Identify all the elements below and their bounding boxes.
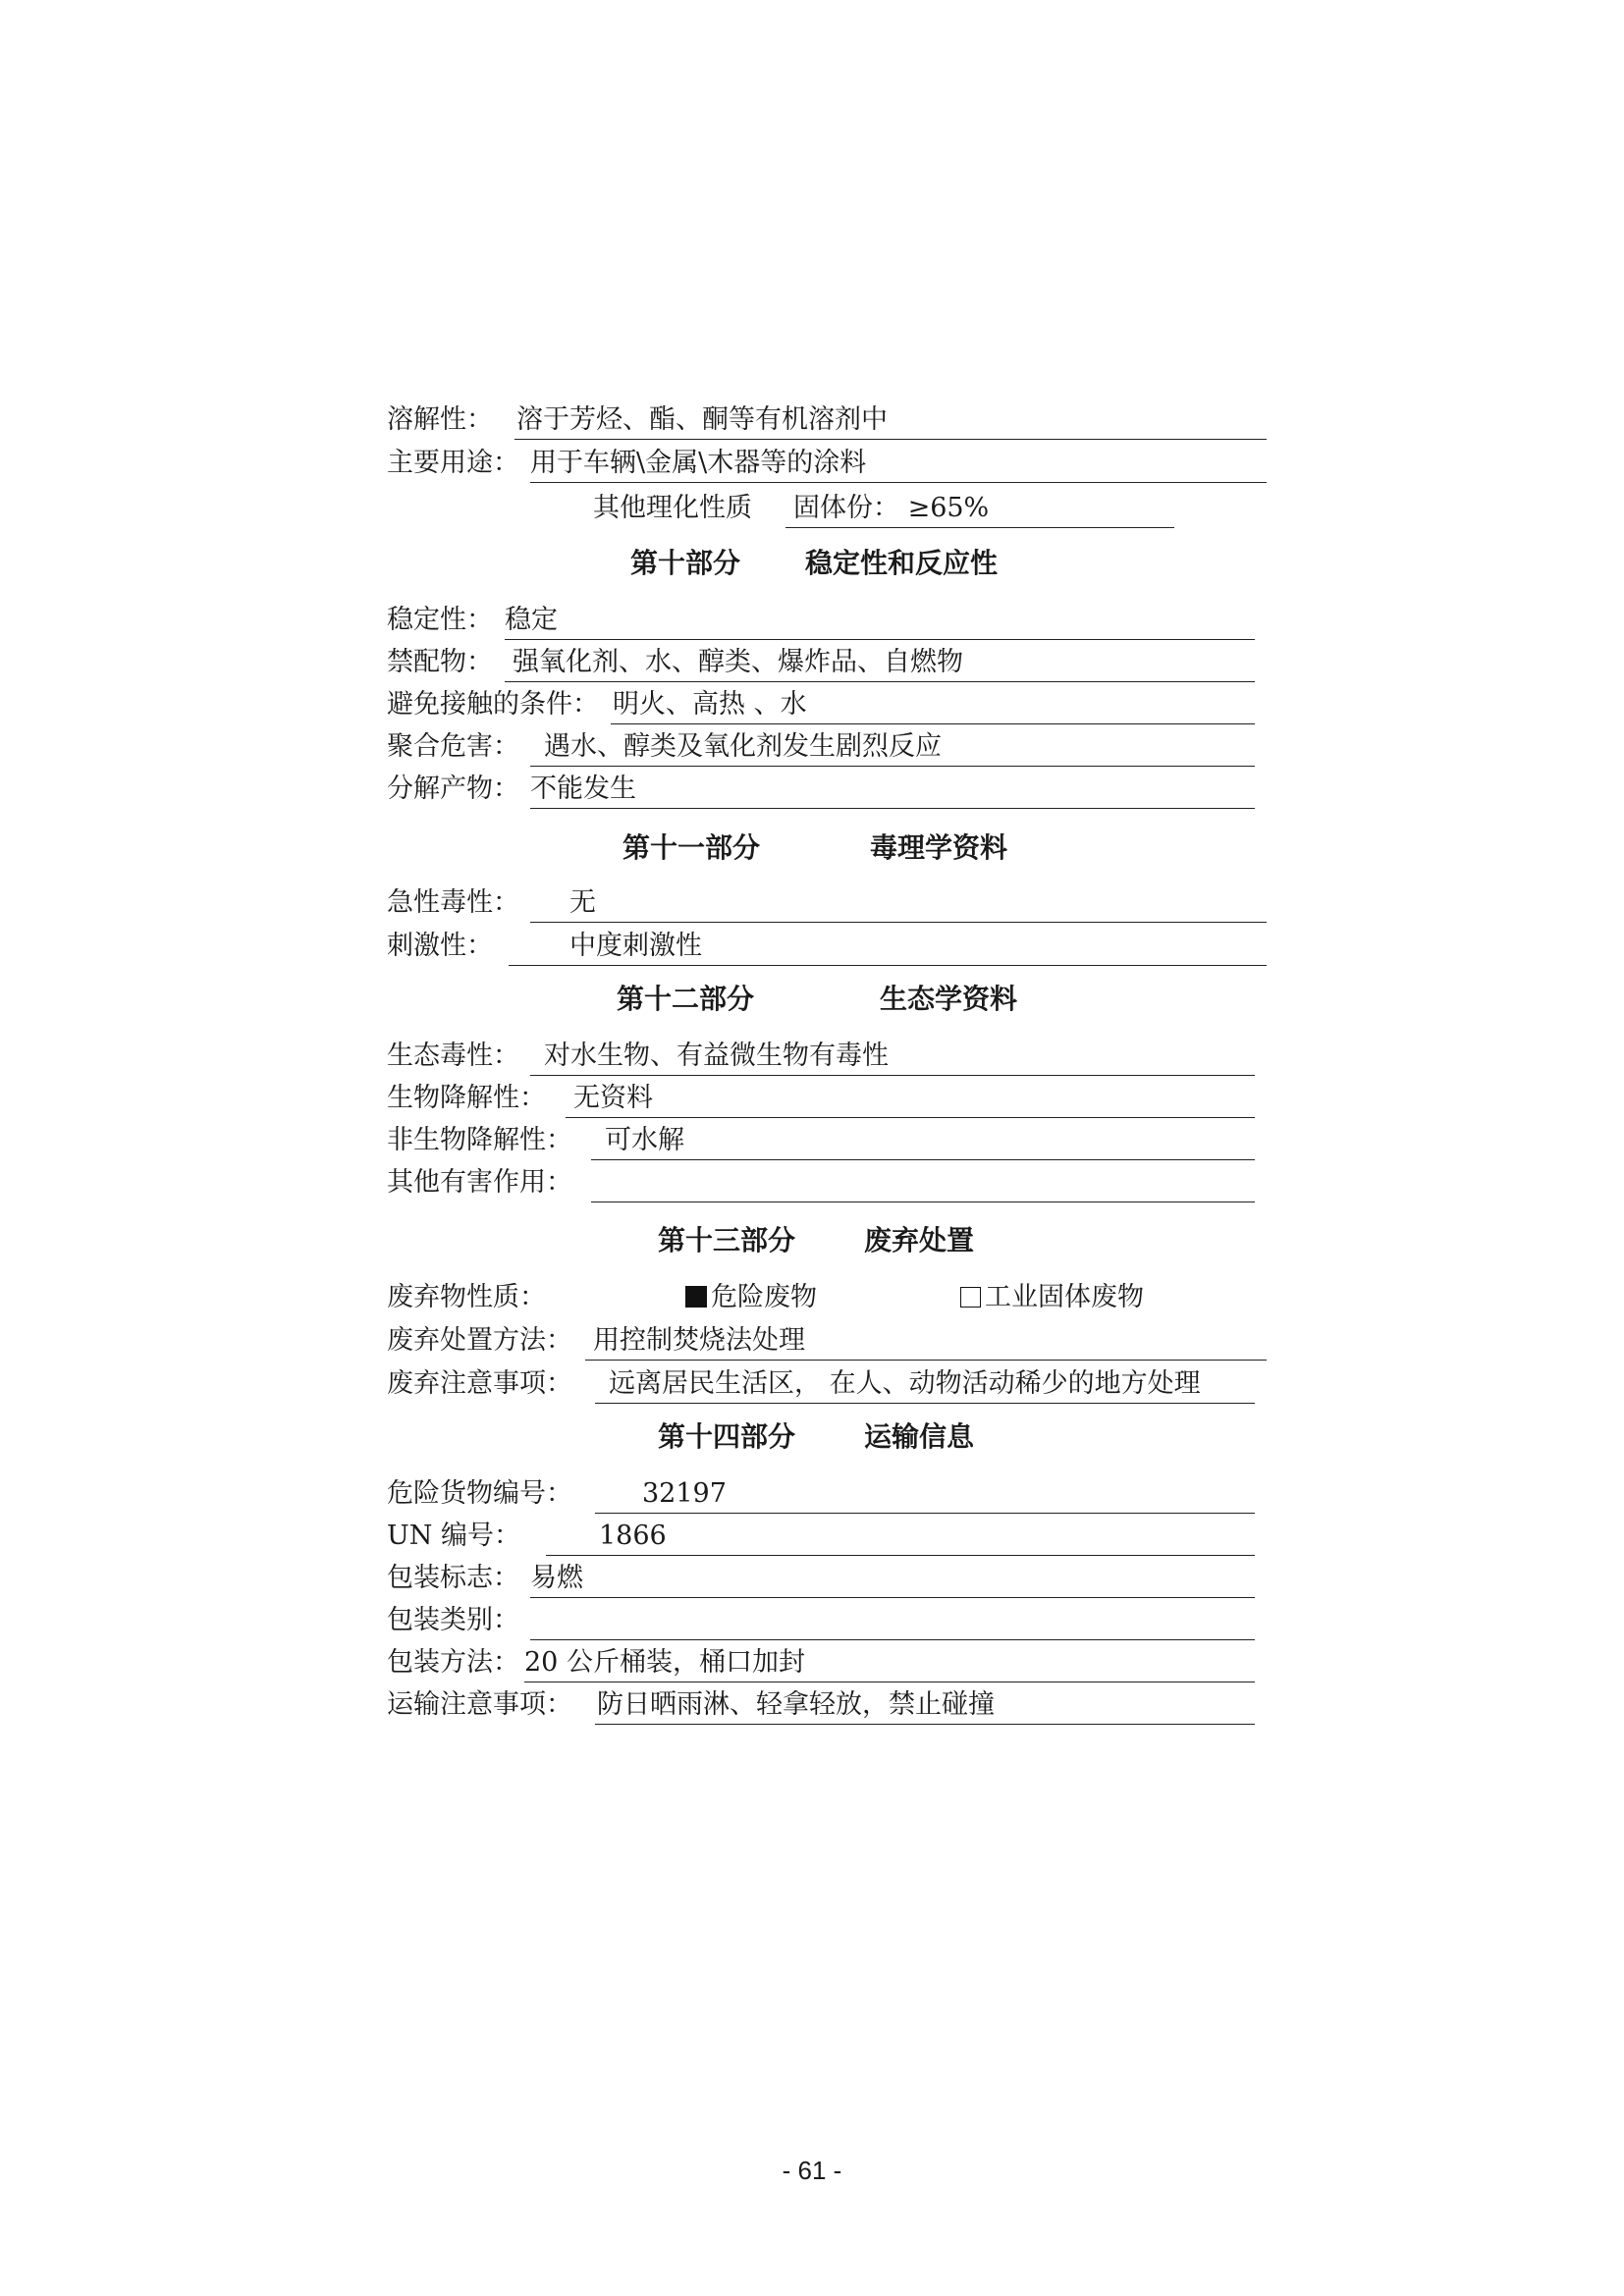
package-category-row: [387, 1601, 1255, 1640]
decomposition-label: 分解产物：: [387, 774, 519, 804]
ecotoxicity-label: 生态毒性：: [387, 1041, 519, 1071]
decomposition-field: [530, 773, 1255, 809]
package-mark-label: 包装标志：: [387, 1563, 519, 1593]
other-props-row: [593, 489, 1174, 528]
disposal-method-field: [585, 1324, 1267, 1361]
abiotic-degradability-field: [591, 1124, 1255, 1160]
ecotoxicity-value: 对水生物、有益微生物有毒性: [544, 1041, 889, 1071]
other-harm-field: [591, 1166, 1255, 1202]
waste-nature-row: [387, 1278, 1267, 1317]
solubility-value: 溶于芳烃、酯、酮等有机溶剂中: [516, 404, 888, 435]
hazardous-waste-checkbox[interactable]: [685, 1286, 707, 1308]
ecotoxicity-field: [530, 1040, 1255, 1076]
section-12-number: 第十二部分: [617, 983, 755, 1015]
ecotoxicity-row: [387, 1037, 1255, 1076]
stability-label: 稳定性：: [387, 605, 493, 635]
other-props-label: 其他理化性质: [593, 493, 752, 523]
other-props-value: 固体份： ≥65%: [793, 493, 990, 523]
abiotic-degradability-label: 非生物降解性：: [387, 1125, 572, 1155]
dg-number-row: [387, 1474, 1255, 1514]
package-method-row: [387, 1643, 1255, 1682]
disposal-notes-label: 废弃注意事项：: [387, 1368, 572, 1399]
section-10-title: 稳定性和反应性: [805, 547, 999, 579]
page-number: - 61 -: [782, 2156, 842, 2185]
main-use-row: [387, 444, 1267, 483]
transport-notes-value: 防日晒雨淋、轻拿轻放，禁止碰撞: [597, 1689, 995, 1720]
other-harm-row: [387, 1163, 1255, 1202]
package-mark-value: 易燃: [530, 1563, 583, 1593]
incompatible-label: 禁配物：: [387, 647, 493, 677]
section-14-title: 运输信息: [864, 1420, 975, 1453]
transport-notes-field: [595, 1688, 1255, 1725]
un-number-label: UN 编号：: [387, 1521, 520, 1551]
industrial-waste-option[interactable]: [960, 1282, 1144, 1313]
avoid-conditions-label: 避免接触的条件：: [387, 689, 599, 720]
waste-nature-label: 废弃物性质：: [387, 1282, 546, 1312]
section-14-number: 第十四部分: [658, 1420, 796, 1453]
transport-notes-row: [387, 1685, 1255, 1725]
package-method-value: 20 公斤桶装，桶口加封: [524, 1647, 805, 1678]
acute-toxicity-row: [387, 883, 1267, 923]
biodegradability-row: [387, 1079, 1255, 1118]
dg-number-field: [595, 1477, 1255, 1514]
un-number-value: 1866: [599, 1521, 667, 1551]
package-method-label: 包装方法：: [387, 1647, 519, 1678]
dg-number-value: 32197: [642, 1478, 727, 1509]
package-mark-field: [530, 1562, 1255, 1598]
biodegradability-field: [566, 1082, 1255, 1118]
polymerization-row: [387, 727, 1255, 767]
disposal-notes-value: 远离居民生活区， 在人、动物活动稀少的地方处理: [609, 1368, 1201, 1399]
main-use-value: 用于车辆\金属\木器等的涂料: [530, 448, 867, 478]
irritation-row: [387, 927, 1267, 966]
incompatible-field: [505, 646, 1255, 682]
stability-field: [505, 604, 1255, 640]
disposal-method-value: 用控制焚烧法处理: [593, 1325, 805, 1356]
stability-value: 稳定: [505, 605, 558, 635]
disposal-notes-field: [595, 1367, 1255, 1404]
irritation-label: 刺激性：: [387, 931, 493, 961]
package-mark-row: [387, 1559, 1255, 1598]
avoid-conditions-value: 明火、高热 、水: [613, 689, 807, 720]
hazardous-waste-option[interactable]: [685, 1282, 817, 1313]
un-number-field: [546, 1520, 1255, 1556]
incompatible-row: [387, 643, 1255, 682]
polymerization-value: 遇水、醇类及氧化剂发生剧烈反应: [544, 731, 942, 762]
acute-toxicity-value: 无: [569, 887, 596, 918]
industrial-waste-checkbox[interactable]: [960, 1287, 981, 1308]
disposal-method-row: [387, 1321, 1267, 1361]
section-13-title: 废弃处置: [864, 1224, 975, 1256]
solubility-label: 溶解性：: [387, 404, 493, 435]
decomposition-value: 不能发生: [530, 774, 636, 804]
polymerization-field: [530, 730, 1255, 767]
solubility-row: [387, 400, 1267, 440]
dg-number-label: 危险货物编号：: [387, 1478, 572, 1509]
package-category-label: 包装类别：: [387, 1605, 519, 1635]
disposal-notes-row: [387, 1364, 1255, 1404]
main-use-label: 主要用途：: [387, 448, 519, 478]
avoid-conditions-row: [387, 685, 1255, 724]
other-props-field: [785, 492, 1174, 528]
section-12-title: 生态学资料: [880, 983, 1018, 1015]
abiotic-degradability-row: [387, 1121, 1255, 1160]
incompatible-value: 强氧化剂、水、醇类、爆炸品、自燃物: [513, 647, 963, 677]
irritation-field: [509, 930, 1267, 966]
avoid-conditions-field: [611, 688, 1255, 724]
section-11-number: 第十一部分: [623, 831, 761, 864]
package-method-field: [524, 1646, 1255, 1682]
abiotic-degradability-value: 可水解: [605, 1125, 684, 1155]
transport-notes-label: 运输注意事项：: [387, 1689, 572, 1720]
decomposition-row: [387, 770, 1255, 809]
industrial-waste-text: 工业固体废物: [985, 1282, 1144, 1312]
disposal-method-label: 废弃处置方法：: [387, 1325, 572, 1356]
package-category-field: [530, 1604, 1255, 1640]
polymerization-label: 聚合危害：: [387, 731, 519, 762]
section-11-title: 毒理学资料: [870, 831, 1008, 864]
hazardous-waste-text: 危险废物: [711, 1282, 817, 1312]
biodegradability-value: 无资料: [573, 1083, 653, 1113]
section-10-number: 第十部分: [630, 547, 741, 579]
stability-row: [387, 601, 1255, 640]
solubility-field: [514, 403, 1267, 440]
main-use-field: [530, 447, 1267, 483]
acute-toxicity-label: 急性毒性：: [387, 887, 519, 918]
un-number-row: [387, 1517, 1255, 1556]
irritation-value: 中度刺激性: [569, 931, 702, 961]
biodegradability-label: 生物降解性：: [387, 1083, 546, 1113]
section-13-number: 第十三部分: [658, 1224, 796, 1256]
acute-toxicity-field: [530, 886, 1267, 923]
other-harm-label: 其他有害作用：: [387, 1167, 572, 1198]
